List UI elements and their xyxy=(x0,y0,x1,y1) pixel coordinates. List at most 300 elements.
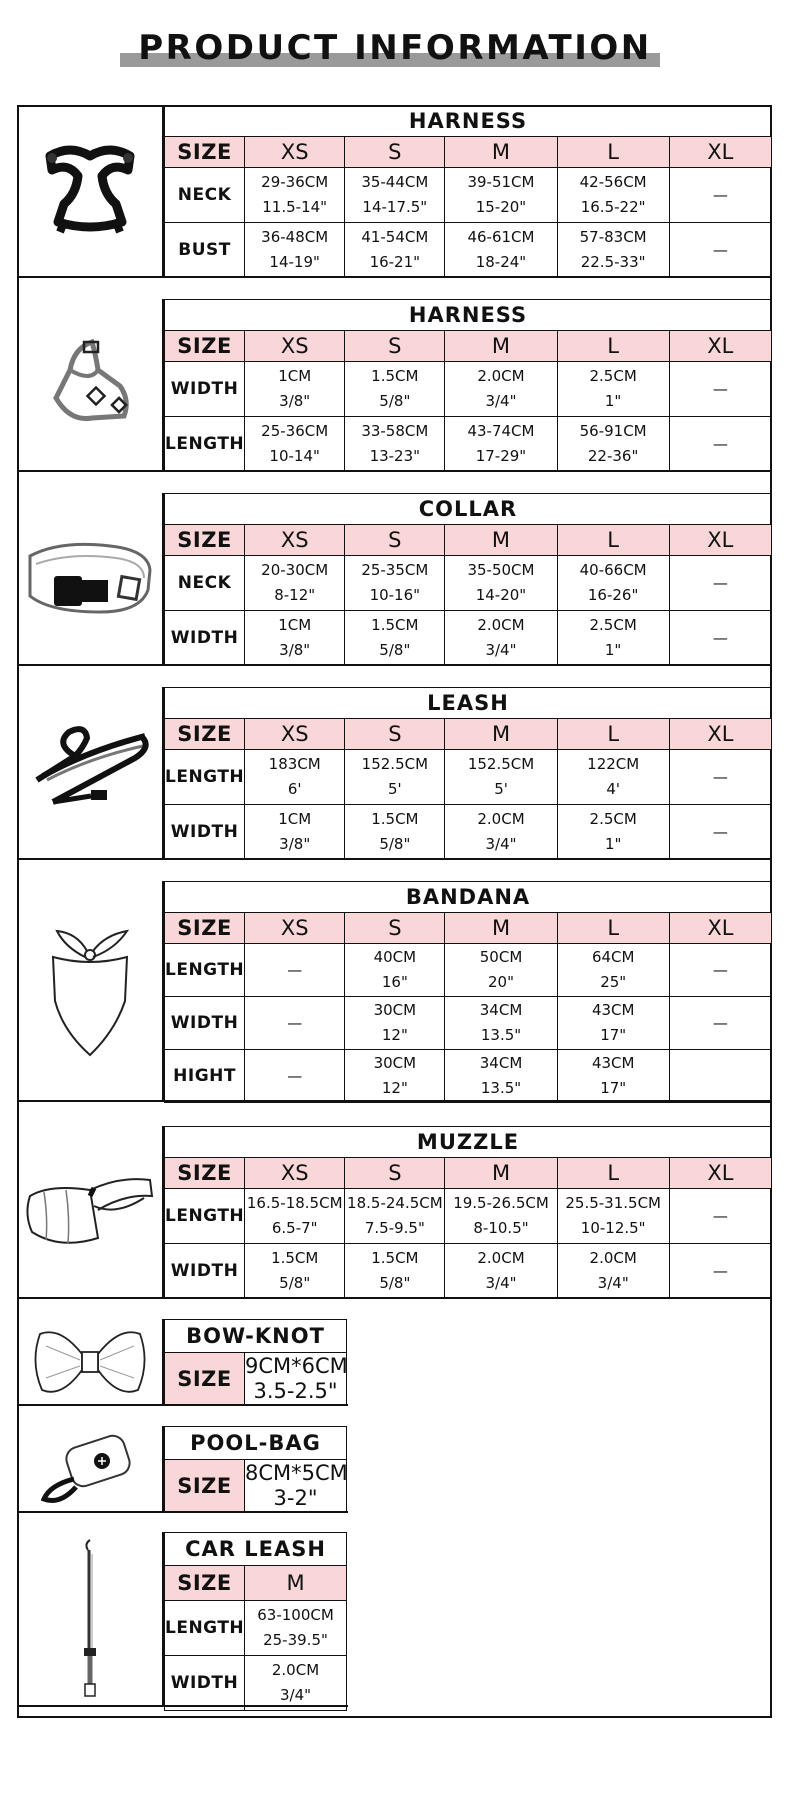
size-column-m: M xyxy=(445,137,557,168)
row-label: WIDTH xyxy=(165,1656,245,1711)
title-block xyxy=(0,22,790,74)
section-divider xyxy=(17,276,772,278)
table-cell xyxy=(345,1244,445,1299)
cell-value-cm: 152.5CM xyxy=(361,755,429,773)
size-header-row xyxy=(165,525,772,556)
cell-value-inch: 17" xyxy=(600,1026,627,1044)
table-cell xyxy=(669,223,771,278)
cell-value-cm: 2.0CM xyxy=(477,1249,525,1267)
table-cell xyxy=(557,997,669,1050)
cell-value-inch: 17" xyxy=(600,1079,627,1097)
size-section xyxy=(17,1532,772,1706)
size-label: SIZE xyxy=(165,1460,245,1513)
size-column-xl: XL xyxy=(669,913,771,944)
cell-value-cm: 2.0CM xyxy=(589,1249,637,1267)
table-cell xyxy=(557,1050,669,1103)
table-row xyxy=(165,168,772,223)
cell-value-cm: 2.0CM xyxy=(271,1661,320,1679)
table-cell xyxy=(345,223,445,278)
table-cell xyxy=(557,805,669,860)
table-cell xyxy=(445,997,557,1050)
cell-value-inch: 3/4" xyxy=(485,392,517,410)
section-title: HARNESS xyxy=(165,106,772,137)
size-label: SIZE xyxy=(165,1158,245,1189)
cell-value-cm: 18.5-24.5CM xyxy=(347,1194,443,1212)
cell-value-inch: 3/8" xyxy=(279,641,311,659)
product-image xyxy=(17,687,164,859)
cell-value-inch: 16" xyxy=(381,973,408,991)
size-section xyxy=(17,299,772,471)
table-row xyxy=(165,556,772,611)
table-cell xyxy=(669,997,771,1050)
cell-value-inch: 1" xyxy=(604,641,622,659)
cell-value-cm: 16.5-18.5CM xyxy=(246,1194,343,1212)
table-cell xyxy=(669,611,771,666)
cell-value-inch: 17-29" xyxy=(475,447,527,465)
table-cell xyxy=(557,611,669,666)
size-column-m: M xyxy=(445,1158,557,1189)
table-cell xyxy=(345,944,445,997)
size-section xyxy=(17,687,772,859)
section-divider xyxy=(17,664,772,666)
cell-value-inch: 8-12" xyxy=(274,586,316,604)
table-cell xyxy=(445,1189,557,1244)
size-section xyxy=(17,1426,772,1512)
table-cell xyxy=(669,362,771,417)
product-image xyxy=(17,493,164,665)
cell-value-cm: 1.5CM xyxy=(371,367,419,385)
size-header-row xyxy=(165,1158,772,1189)
cell-value-cm: 2.0CM xyxy=(477,810,525,828)
size-column-s: S xyxy=(345,525,445,556)
cell-value-cm: 1.5CM xyxy=(371,1249,419,1267)
size-label: SIZE xyxy=(165,137,245,168)
cell-value-cm: 183CM xyxy=(268,755,321,773)
table-row xyxy=(165,362,772,417)
poop-bag-icon xyxy=(30,1429,150,1509)
cell-value-cm: — xyxy=(287,960,303,979)
table-cell xyxy=(445,750,557,805)
cell-value-inch: 3/8" xyxy=(279,835,311,853)
cell-value-inch: 5/8" xyxy=(379,641,411,659)
cell-value-cm: — xyxy=(712,379,728,398)
table-row xyxy=(165,417,772,472)
table-cell xyxy=(557,1244,669,1299)
cell-value-inch: 20" xyxy=(488,973,515,991)
cell-value-cm: 20-30CM xyxy=(261,561,329,579)
cell-value-inch: 5/8" xyxy=(379,1274,411,1292)
cell-value-cm: 8CM*5CM xyxy=(245,1461,348,1485)
cell-value-cm: 56-91CM xyxy=(579,422,647,440)
table-cell xyxy=(245,1244,345,1299)
size-section xyxy=(17,881,772,1101)
size-label: SIZE xyxy=(165,719,245,750)
cell-value-cm: 57-83CM xyxy=(579,228,647,246)
table-cell xyxy=(557,168,669,223)
table-cell xyxy=(669,750,771,805)
table-cell xyxy=(345,997,445,1050)
row-label: HIGHT xyxy=(165,1050,245,1103)
table-cell xyxy=(345,1189,445,1244)
section-divider xyxy=(17,1100,772,1102)
row-label: LENGTH xyxy=(165,750,245,805)
table-cell xyxy=(245,805,345,860)
cell-value-cm: — xyxy=(712,767,728,786)
table-cell xyxy=(345,1050,445,1103)
cell-value-cm: 1CM xyxy=(278,810,312,828)
table-cell xyxy=(669,1244,771,1299)
row-label: WIDTH xyxy=(165,997,245,1050)
cell-value-cm: — xyxy=(712,185,728,204)
size-column-xl: XL xyxy=(669,525,771,556)
size-column-xs: XS xyxy=(245,331,345,362)
cell-value-cm: 35-44CM xyxy=(361,173,429,191)
row-label: LENGTH xyxy=(165,1601,245,1656)
cell-value-cm: 29-36CM xyxy=(261,173,329,191)
cell-value-cm: — xyxy=(712,960,728,979)
table-cell xyxy=(245,1656,347,1711)
size-column-s: S xyxy=(345,913,445,944)
cell-value-cm: 34CM xyxy=(479,1001,523,1019)
bandana-icon xyxy=(35,921,145,1061)
table-cell xyxy=(445,223,557,278)
size-table xyxy=(164,881,772,1103)
size-column-l: L xyxy=(557,137,669,168)
size-column-s: S xyxy=(345,331,445,362)
table-row xyxy=(165,997,772,1050)
table-cell xyxy=(445,611,557,666)
cell-value-cm: 1CM xyxy=(278,616,312,634)
size-label: SIZE xyxy=(165,331,245,362)
table-cell xyxy=(345,417,445,472)
cell-value-cm: — xyxy=(712,573,728,592)
cell-value-inch: 3/4" xyxy=(279,1686,312,1704)
size-value xyxy=(245,1460,347,1513)
leash-icon xyxy=(25,718,155,828)
cell-value-cm: 46-61CM xyxy=(467,228,535,246)
size-column-s: S xyxy=(345,719,445,750)
cell-value-cm: — xyxy=(287,1013,303,1032)
cell-value-inch: 16.5-22" xyxy=(580,198,646,216)
product-image xyxy=(17,1426,164,1512)
cell-value-inch: 3-2" xyxy=(273,1486,318,1510)
step-in-harness-icon xyxy=(40,330,140,440)
size-table xyxy=(164,299,772,472)
table-cell xyxy=(669,556,771,611)
size-column-m: M xyxy=(445,913,557,944)
cell-value-cm: 64CM xyxy=(591,948,635,966)
size-column-l: L xyxy=(557,525,669,556)
section-title: BOW-KNOT xyxy=(165,1320,347,1353)
cell-value-cm: 9CM*6CM xyxy=(245,1354,348,1378)
size-header-row xyxy=(165,913,772,944)
cell-value-cm: 34CM xyxy=(479,1054,523,1072)
cell-value-cm: — xyxy=(712,1013,728,1032)
cell-value-inch: 15-20" xyxy=(475,198,527,216)
cell-value-cm: 1CM xyxy=(278,367,312,385)
table-cell xyxy=(445,168,557,223)
vest-harness-icon xyxy=(30,136,150,246)
size-label: SIZE xyxy=(165,1353,245,1406)
size-section xyxy=(17,1126,772,1298)
size-column-xl: XL xyxy=(669,719,771,750)
size-column-xl: XL xyxy=(669,331,771,362)
size-column-xs: XS xyxy=(245,913,345,944)
row-label: WIDTH xyxy=(165,611,245,666)
cell-value-cm: 40CM xyxy=(373,948,417,966)
table-row xyxy=(165,1656,347,1711)
section-title: CAR LEASH xyxy=(165,1533,347,1566)
cell-value-cm: 63-100CM xyxy=(257,1606,334,1624)
table-cell xyxy=(669,1050,771,1103)
cell-value-cm: 25-35CM xyxy=(361,561,429,579)
size-label: SIZE xyxy=(165,1566,245,1601)
cell-value-inch: 12" xyxy=(381,1079,408,1097)
cell-value-inch: 5/8" xyxy=(279,1274,311,1292)
cell-value-cm: 25.5-31.5CM xyxy=(565,1194,661,1212)
cell-value-inch: 3/4" xyxy=(597,1274,629,1292)
cell-value-inch: 16-21" xyxy=(369,253,421,271)
table-cell xyxy=(557,556,669,611)
table-row xyxy=(165,223,772,278)
table-cell xyxy=(245,362,345,417)
size-column-s: S xyxy=(345,137,445,168)
cell-value-cm: 43-74CM xyxy=(467,422,535,440)
cell-value-cm: 30CM xyxy=(373,1001,417,1019)
table-cell xyxy=(445,556,557,611)
cell-value-inch: 12" xyxy=(381,1026,408,1044)
table-row xyxy=(165,611,772,666)
cell-value-inch: 13-23" xyxy=(369,447,421,465)
size-header-row xyxy=(165,137,772,168)
bow-knot-icon xyxy=(30,1322,150,1402)
cell-value-inch: 10-16" xyxy=(369,586,421,604)
size-column-l: L xyxy=(557,719,669,750)
table-row xyxy=(165,944,772,997)
size-column-m: M xyxy=(445,331,557,362)
row-label: WIDTH xyxy=(165,362,245,417)
table-cell xyxy=(669,944,771,997)
cell-value-inch: 3/8" xyxy=(279,392,311,410)
product-image xyxy=(17,299,164,471)
table-cell xyxy=(669,417,771,472)
cell-value-cm: — xyxy=(287,1066,303,1085)
size-table xyxy=(164,1532,347,1711)
product-image xyxy=(17,881,164,1101)
cell-value-cm: 1.5CM xyxy=(371,810,419,828)
size-column-xs: XS xyxy=(245,137,345,168)
row-label: WIDTH xyxy=(165,805,245,860)
cell-value-cm: 35-50CM xyxy=(467,561,535,579)
table-cell xyxy=(345,805,445,860)
size-value xyxy=(245,1353,347,1406)
row-label: WIDTH xyxy=(165,1244,245,1299)
cell-value-inch: 8-10.5" xyxy=(473,1219,529,1237)
table-cell xyxy=(245,1189,345,1244)
size-table xyxy=(164,105,772,278)
cell-value-inch: 7.5-9.5" xyxy=(364,1219,425,1237)
size-column-xs: XS xyxy=(245,525,345,556)
cell-value-cm: 2.5CM xyxy=(589,367,637,385)
size-section xyxy=(17,105,772,277)
cell-value-inch: 14-20" xyxy=(475,586,527,604)
table-cell xyxy=(557,362,669,417)
size-label: SIZE xyxy=(165,525,245,556)
cell-value-cm: 2.0CM xyxy=(477,616,525,634)
table-cell xyxy=(245,997,345,1050)
cell-value-cm: 2.0CM xyxy=(477,367,525,385)
cell-value-cm: 1.5CM xyxy=(271,1249,319,1267)
table-cell xyxy=(345,168,445,223)
cell-value-cm: 39-51CM xyxy=(467,173,535,191)
cell-value-cm: 25-36CM xyxy=(261,422,329,440)
table-cell xyxy=(245,611,345,666)
section-divider xyxy=(17,1404,348,1406)
table-cell xyxy=(345,750,445,805)
cell-value-cm: 41-54CM xyxy=(361,228,429,246)
size-label: SIZE xyxy=(165,913,245,944)
cell-value-cm: 2.5CM xyxy=(589,616,637,634)
table-cell xyxy=(557,223,669,278)
cell-value-cm: 2.5CM xyxy=(589,810,637,828)
section-divider xyxy=(17,470,772,472)
size-table xyxy=(164,1126,772,1299)
cell-value-cm: 43CM xyxy=(591,1054,635,1072)
size-column-m: M xyxy=(445,525,557,556)
cell-value-inch: 10-14" xyxy=(269,447,320,465)
cell-value-cm: — xyxy=(712,1261,728,1280)
table-cell xyxy=(669,805,771,860)
cell-value-inch: 1" xyxy=(604,835,622,853)
cell-value-inch: 3/4" xyxy=(485,1274,517,1292)
table-cell xyxy=(669,1189,771,1244)
product-image xyxy=(17,1126,164,1298)
table-cell xyxy=(345,556,445,611)
cell-value-inch: 5' xyxy=(494,780,508,798)
table-cell xyxy=(245,556,345,611)
section-divider xyxy=(17,1511,348,1513)
cell-value-cm: — xyxy=(712,434,728,453)
table-cell xyxy=(445,944,557,997)
cell-value-inch: 4' xyxy=(606,780,621,798)
section-title: MUZZLE xyxy=(165,1127,772,1158)
size-column-xs: XS xyxy=(245,719,345,750)
size-table xyxy=(164,493,772,666)
muzzle-icon xyxy=(20,1162,160,1262)
section-divider xyxy=(17,858,772,860)
section-divider xyxy=(17,1297,772,1299)
cell-value-cm: 50CM xyxy=(479,948,523,966)
cell-value-cm: 36-48CM xyxy=(261,228,329,246)
cell-value-inch: 13.5" xyxy=(480,1026,522,1044)
car-leash-icon xyxy=(70,1534,110,1704)
section-title: HARNESS xyxy=(165,300,772,331)
cell-value-inch: 14-19" xyxy=(269,253,320,271)
cell-value-cm: 42-56CM xyxy=(579,173,647,191)
table-cell xyxy=(445,417,557,472)
cell-value-inch: 6' xyxy=(287,780,302,798)
cell-value-cm: 19.5-26.5CM xyxy=(453,1194,549,1212)
size-table xyxy=(164,687,772,860)
cell-value-inch: 13.5" xyxy=(480,1079,522,1097)
size-column-s: S xyxy=(345,1158,445,1189)
size-column-xl: XL xyxy=(669,1158,771,1189)
table-cell xyxy=(245,1601,347,1656)
cell-value-inch: 3/4" xyxy=(485,835,517,853)
cell-value-inch: 22-36" xyxy=(587,447,639,465)
table-cell xyxy=(245,750,345,805)
size-column-xs: XS xyxy=(245,1158,345,1189)
cell-value-cm: 43CM xyxy=(591,1001,635,1019)
cell-value-cm: — xyxy=(712,628,728,647)
cell-value-cm: 1.5CM xyxy=(371,616,419,634)
row-label: BUST xyxy=(165,223,245,278)
size-column-m: M xyxy=(445,719,557,750)
collar-icon xyxy=(20,534,160,624)
cell-value-cm: — xyxy=(712,1206,728,1225)
table-cell xyxy=(445,1244,557,1299)
size-column-l: L xyxy=(557,331,669,362)
size-column-l: L xyxy=(557,1158,669,1189)
table-cell xyxy=(245,417,345,472)
table-row xyxy=(165,1189,772,1244)
cell-value-inch: 5' xyxy=(388,780,402,798)
table-cell xyxy=(245,1050,345,1103)
row-label: LENGTH xyxy=(165,944,245,997)
table-cell xyxy=(345,362,445,417)
table-row xyxy=(165,1601,347,1656)
section-title: COLLAR xyxy=(165,494,772,525)
table-cell xyxy=(245,168,345,223)
table-row xyxy=(165,1050,772,1103)
table-row xyxy=(165,750,772,805)
table-cell xyxy=(557,750,669,805)
table-cell xyxy=(245,944,345,997)
size-table xyxy=(164,1426,347,1513)
cell-value-inch: 25" xyxy=(600,973,627,991)
section-divider xyxy=(17,1705,348,1707)
cell-value-inch: 22.5-33" xyxy=(580,253,646,271)
section-title: POOL-BAG xyxy=(165,1427,347,1460)
section-title: BANDANA xyxy=(165,882,772,913)
size-column-l: L xyxy=(557,913,669,944)
row-label: LENGTH xyxy=(165,417,245,472)
cell-value-inch: 14-17.5" xyxy=(362,198,428,216)
cell-value-inch: 18-24" xyxy=(475,253,527,271)
cell-value-cm: — xyxy=(712,240,728,259)
cell-value-cm: 33-58CM xyxy=(361,422,429,440)
table-cell xyxy=(345,611,445,666)
size-column-xl: XL xyxy=(669,137,771,168)
page-title: PRODUCT INFORMATION xyxy=(138,28,652,68)
product-image xyxy=(17,105,164,277)
row-label: NECK xyxy=(165,556,245,611)
table-cell xyxy=(557,417,669,472)
size-column-m: M xyxy=(245,1566,347,1601)
row-label: NECK xyxy=(165,168,245,223)
table-cell xyxy=(669,168,771,223)
cell-value-cm: — xyxy=(712,822,728,841)
cell-value-inch: 16-26" xyxy=(587,586,639,604)
cell-value-inch: 1" xyxy=(604,392,622,410)
table-cell xyxy=(445,362,557,417)
cell-value-inch: 25-39.5" xyxy=(263,1631,328,1649)
product-image xyxy=(17,1532,164,1706)
size-section xyxy=(17,1319,772,1405)
size-header-row xyxy=(165,719,772,750)
table-cell xyxy=(445,805,557,860)
cell-value-inch: 3/4" xyxy=(485,641,517,659)
